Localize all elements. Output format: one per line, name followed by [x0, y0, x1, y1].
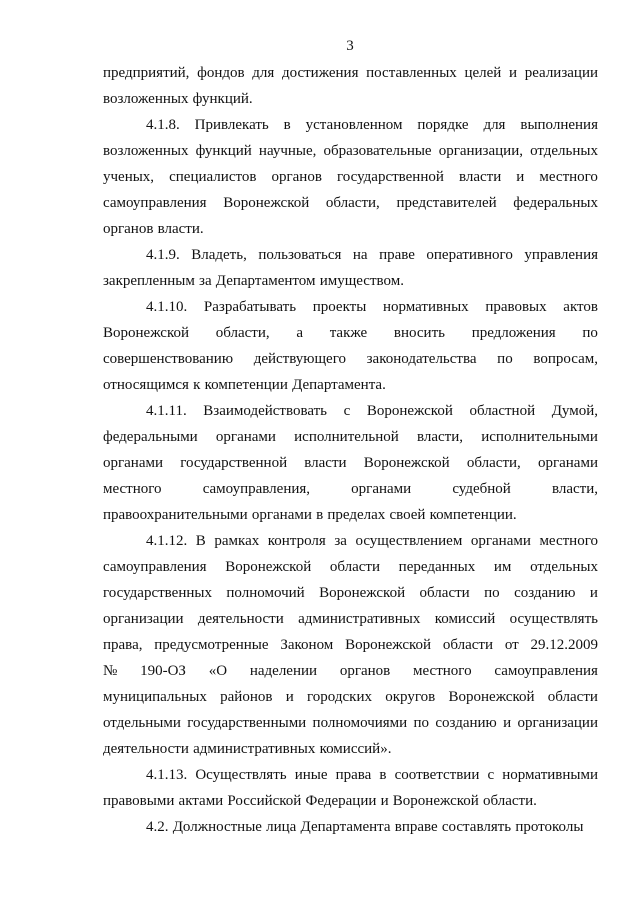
paragraph-line: органами государственной власти Воронежской области, органами: [103, 455, 598, 471]
paragraph-line: возложенных функций научные, образовательные организации, отдельных: [103, 143, 598, 159]
paragraph-line: самоуправления Воронежской области, представителей федеральных: [103, 195, 598, 211]
paragraph: [103, 528, 598, 762]
paragraph-line: 4.1.10. Разрабатывать проекты нормативных правовых актов: [146, 299, 598, 315]
paragraph-line: отдельными государственными полномочиями по созданию и организации: [103, 715, 598, 731]
paragraph-line: закрепленным за Департаментом имуществом.: [103, 273, 404, 289]
paragraph: [103, 398, 598, 528]
paragraph: [103, 60, 598, 112]
paragraph-line: организации деятельности административных комиссий осуществлять: [103, 611, 598, 627]
paragraph-line: правоохранительными органами в пределах своей компетенции.: [103, 507, 517, 523]
paragraph-line: № 190-ОЗ «О наделении органов местного самоуправления: [103, 663, 598, 679]
paragraph-line: Воронежской области, а также вносить предложения по: [103, 325, 598, 341]
page-number: 3: [346, 38, 354, 54]
paragraph-line: муниципальных районов и городских округов Воронежской области: [103, 689, 598, 705]
paragraph: [103, 242, 598, 294]
paragraph-line: 4.1.12. В рамках контроля за осуществлением органами местного: [146, 533, 598, 549]
paragraph: [103, 112, 598, 242]
paragraph-line: ученых, специалистов органов государственной власти и местного: [103, 169, 598, 185]
paragraph-line: правовыми актами Российской Федерации и Воронежской области.: [103, 793, 537, 809]
paragraph-line: 4.2. Должностные лица Департамента вправе составлять протоколы: [146, 819, 584, 835]
paragraph-line: государственных полномочий Воронежской области по созданию и: [103, 585, 598, 601]
document-body: [103, 60, 598, 840]
paragraph-line: возложенных функций.: [103, 91, 253, 107]
paragraph-line: деятельности административных комиссий».: [103, 741, 392, 757]
paragraph-line: органов власти.: [103, 221, 204, 237]
paragraph-line: права, предусмотренные Законом Воронежской области от 29.12.2009: [103, 637, 598, 653]
paragraph-line: 4.1.13. Осуществлять иные права в соответствии с нормативными: [146, 767, 598, 783]
paragraph-line: 4.1.8. Привлекать в установленном порядке для выполнения: [146, 117, 598, 133]
paragraph: [103, 814, 598, 840]
paragraph-line: 4.1.11. Взаимодействовать с Воронежской областной Думой,: [146, 403, 598, 419]
paragraph-line: местного самоуправления, органами судебной власти,: [103, 481, 598, 497]
paragraph-line: федеральными органами исполнительной власти, исполнительными: [103, 429, 598, 445]
paragraph-line: относящимся к компетенции Департамента.: [103, 377, 386, 393]
paragraph: [103, 762, 598, 814]
paragraph-line: совершенствованию действующего законодательства по вопросам,: [103, 351, 598, 367]
paragraph-line: самоуправления Воронежской области переданных им отдельных: [103, 559, 598, 575]
paragraph-line: предприятий, фондов для достижения поставленных целей и реализации: [103, 65, 598, 81]
paragraph-line: 4.1.9. Владеть, пользоваться на праве оперативного управления: [146, 247, 598, 263]
paragraph: [103, 294, 598, 398]
